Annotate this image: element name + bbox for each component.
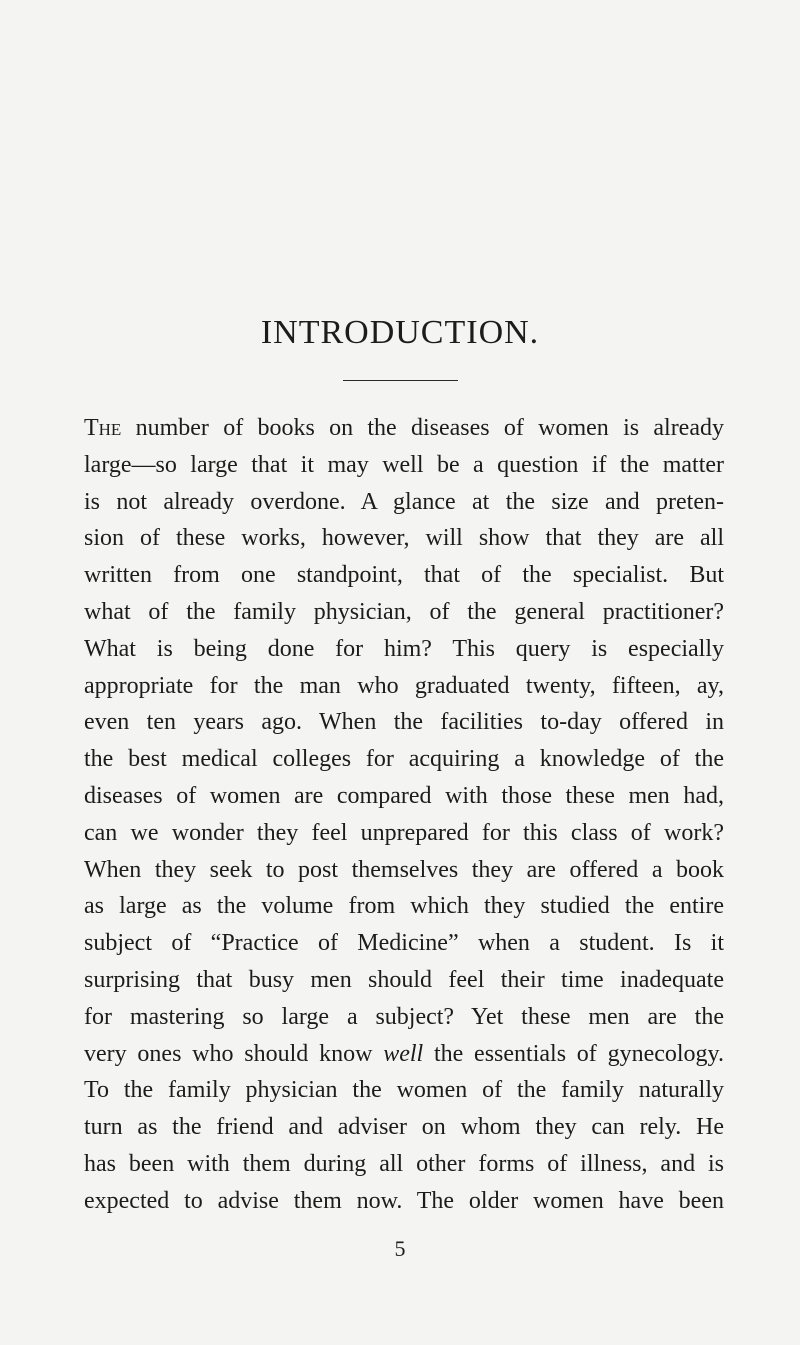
opening-word: The [84,415,122,441]
text-line: appropriate for the man who graduated twenty, fifteen, ay, [84,672,724,699]
text-line: To the family physician the women of the family naturally [84,1077,724,1104]
text-line: When they seek to post themselves they are offered a book [84,856,724,883]
text-line: diseases of women are compared with those these men had, [84,782,724,809]
text-line: can we wonder they feel unprepared for this class of work? [84,819,724,846]
text-line: is not already overdone. A glance at the size and preten- [84,488,724,515]
text-line: expected to advise them now. The older women have been [84,1187,724,1214]
text-line: written from one standpoint, that of the specialist. But [84,562,724,589]
line-text-before-emphasis: very ones who should know [84,1040,384,1067]
chapter-heading: INTRODUCTION. [260,314,540,351]
text-line: what of the family physician, of the general practitioner? [84,598,724,625]
text-line: turn as the friend and adviser on whom they can rely. He [84,1114,724,1141]
text-line: subject of “Practice of Medicine” when a student. Is it [84,930,724,957]
heading-rule [343,380,458,381]
text-line: for mastering so large a subject? Yet these men are the [84,1003,724,1030]
text-line: even ten years ago. When the facilities to-day offered in [84,709,724,736]
text-line: the best medical colleges for acquiring a knowledge of the [84,746,724,773]
text-line: What is being done for him? This query is especially [84,635,724,662]
line-text: number of books on the diseases of women is already [121,415,724,441]
line-text-after-emphasis: the essentials of gynecology. [423,1040,724,1067]
text-line: large—so large that it may well be a question if the matter [84,451,724,478]
text-line [84,413,724,450]
text-line: sion of these works, however, will show that they are all [84,525,724,552]
text-line [84,1039,724,1076]
page-number: 5 [394,1236,406,1261]
body-text [84,413,724,1223]
text-line: has been with them during all other forms of illness, and is [84,1150,724,1177]
text-line: surprising that busy men should feel their time inadequate [84,966,724,993]
emphasized-word: well [383,1040,424,1067]
text-line: as large as the volume from which they studied the entire [84,893,724,920]
